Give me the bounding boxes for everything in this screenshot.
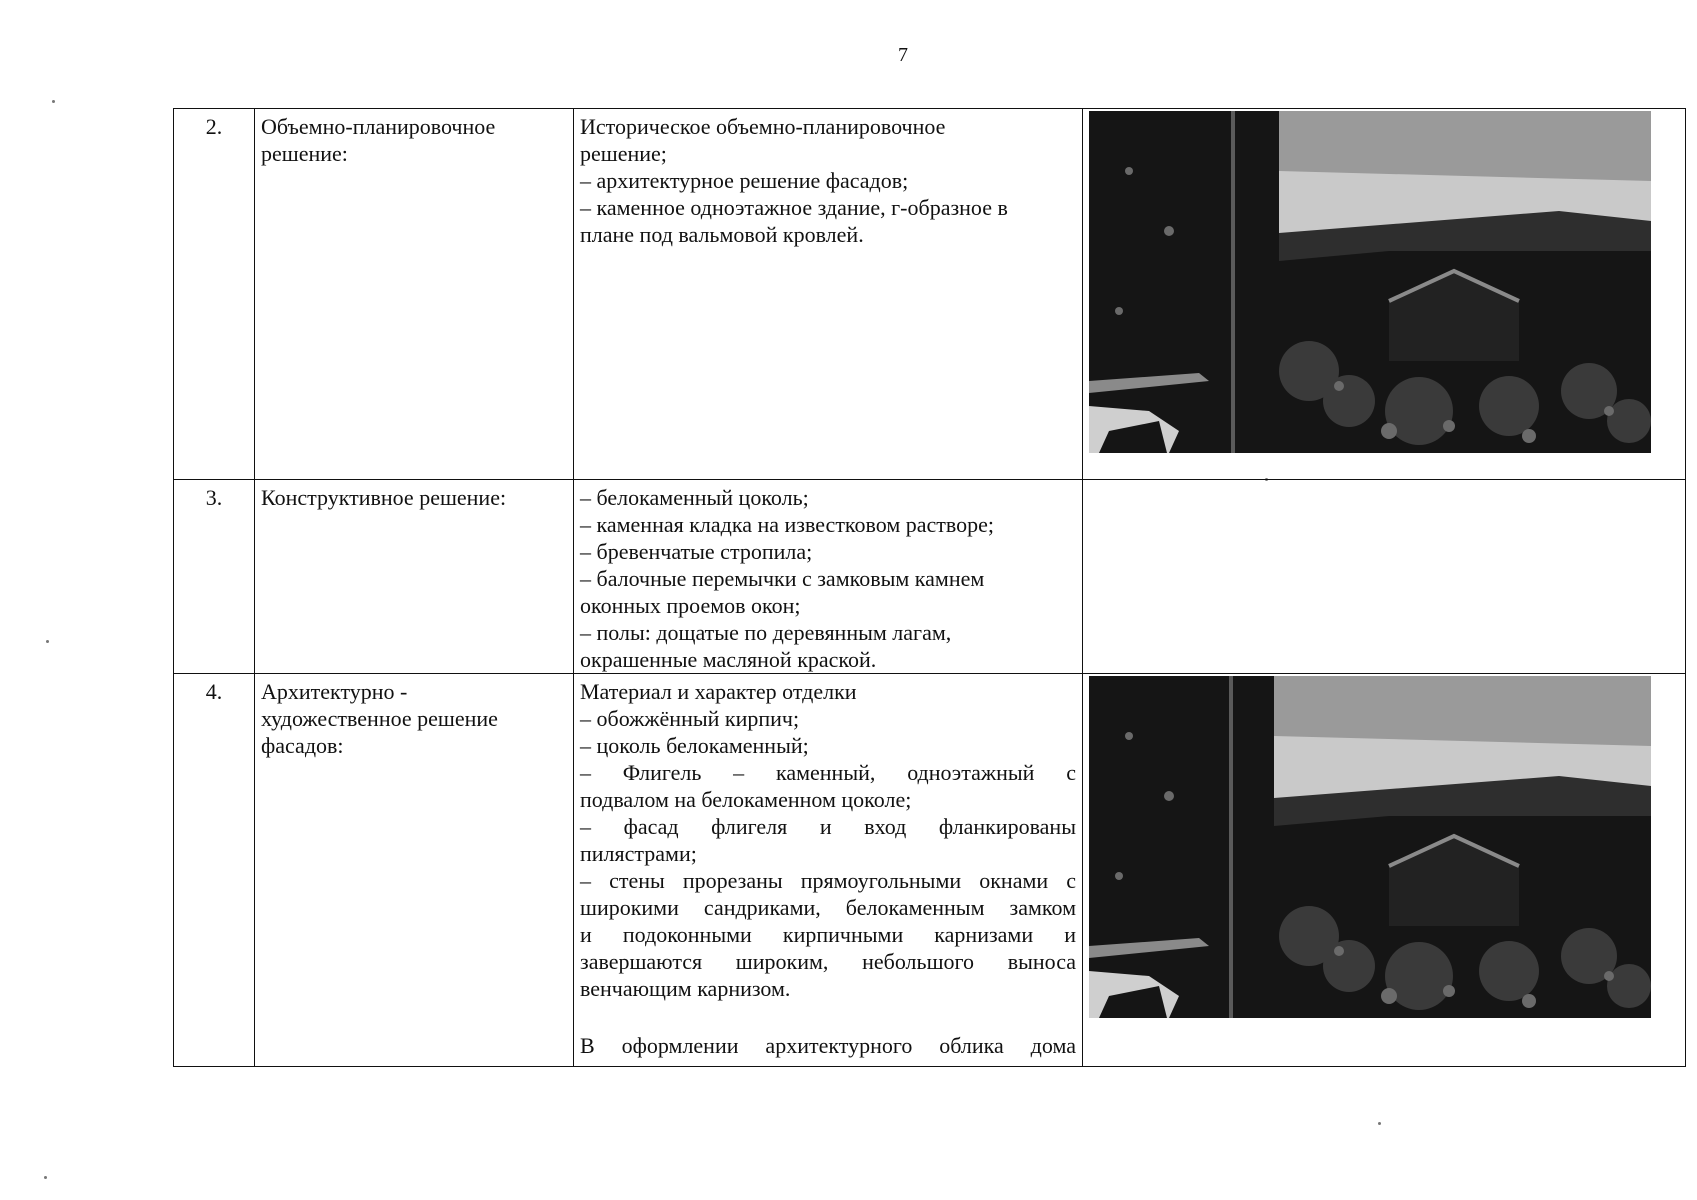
heritage-table	[173, 108, 1686, 1067]
scan-speck	[1378, 1122, 1381, 1125]
row-number: 3.	[174, 480, 255, 674]
table-row	[174, 480, 1686, 674]
description-line: – обожжённый кирпич;	[580, 706, 800, 731]
description-line: оконных проемов окон;	[580, 593, 801, 618]
page-number: 7	[898, 44, 908, 66]
row-description	[574, 674, 1083, 1067]
description-line: широкими сандриками, белокаменным замком	[580, 895, 1076, 920]
row-title-line: Объемно-планировочное	[261, 114, 496, 139]
description-line: окрашенные масляной краской.	[580, 647, 877, 672]
description-line: подвалом на белокаменном цоколе;	[580, 787, 912, 812]
row-title	[255, 109, 574, 480]
description-line: пилястрами;	[580, 841, 697, 866]
photo-cell	[1083, 109, 1686, 480]
scan-speck	[52, 100, 55, 103]
description-line: – полы: дощатые по деревянным лагам,	[580, 620, 952, 645]
description-line: – бревенчатые стропила;	[580, 539, 813, 564]
row-number: 2.	[174, 109, 255, 480]
row-title-line: решение:	[261, 141, 348, 166]
row-title	[255, 674, 574, 1067]
row-title-line: художественное решение	[261, 706, 498, 731]
description-line: завершаются широким, небольшого выноса	[580, 949, 1076, 974]
description-line: – каменная кладка на известковом растворе;	[580, 512, 995, 537]
description-line: – балочные перемычки с замковым камнем	[580, 566, 985, 591]
description-line: Историческое объемно-планировочное	[580, 114, 946, 139]
description-line: – архитектурное решение фасадов;	[580, 168, 909, 193]
row-description	[574, 480, 1083, 674]
table-row	[174, 109, 1686, 480]
table-row	[174, 674, 1686, 1067]
row-title-line: фасадов:	[261, 733, 344, 758]
building-photo-icon	[1089, 676, 1651, 1018]
description-line: – каменное одноэтажное здание, г-образное в	[580, 195, 1008, 220]
photo-cell	[1083, 674, 1686, 1067]
description-line: Материал и характер отделки	[580, 679, 857, 704]
description-line: – Флигель – каменный, одноэтажный с	[580, 760, 1076, 785]
row-title-line: Архитектурно -	[261, 679, 408, 704]
description-line: – фасад флигеля и вход фланкированы	[580, 814, 1076, 839]
building-photo-icon	[1089, 111, 1651, 453]
row-number: 4.	[174, 674, 255, 1067]
description-line: и подоконными кирпичными карнизами и	[580, 922, 1076, 947]
description-line: – белокаменный цоколь;	[580, 485, 809, 510]
description-line: – цоколь белокаменный;	[580, 733, 809, 758]
scan-speck	[46, 640, 49, 643]
description-line: плане под вальмовой кровлей.	[580, 222, 864, 247]
empty-photo-cell	[1083, 480, 1686, 674]
description-line: решение;	[580, 141, 667, 166]
description-line: – стены прорезаны прямоугольными окнами с	[580, 868, 1076, 893]
row-title-line: Конструктивное решение:	[261, 485, 507, 510]
row-title	[255, 480, 574, 674]
row-description	[574, 109, 1083, 480]
description-continuation: В оформлении архитектурного облика дома	[580, 1033, 1076, 1058]
description-line: венчающим карнизом.	[580, 976, 791, 1001]
scan-speck	[44, 1176, 47, 1179]
